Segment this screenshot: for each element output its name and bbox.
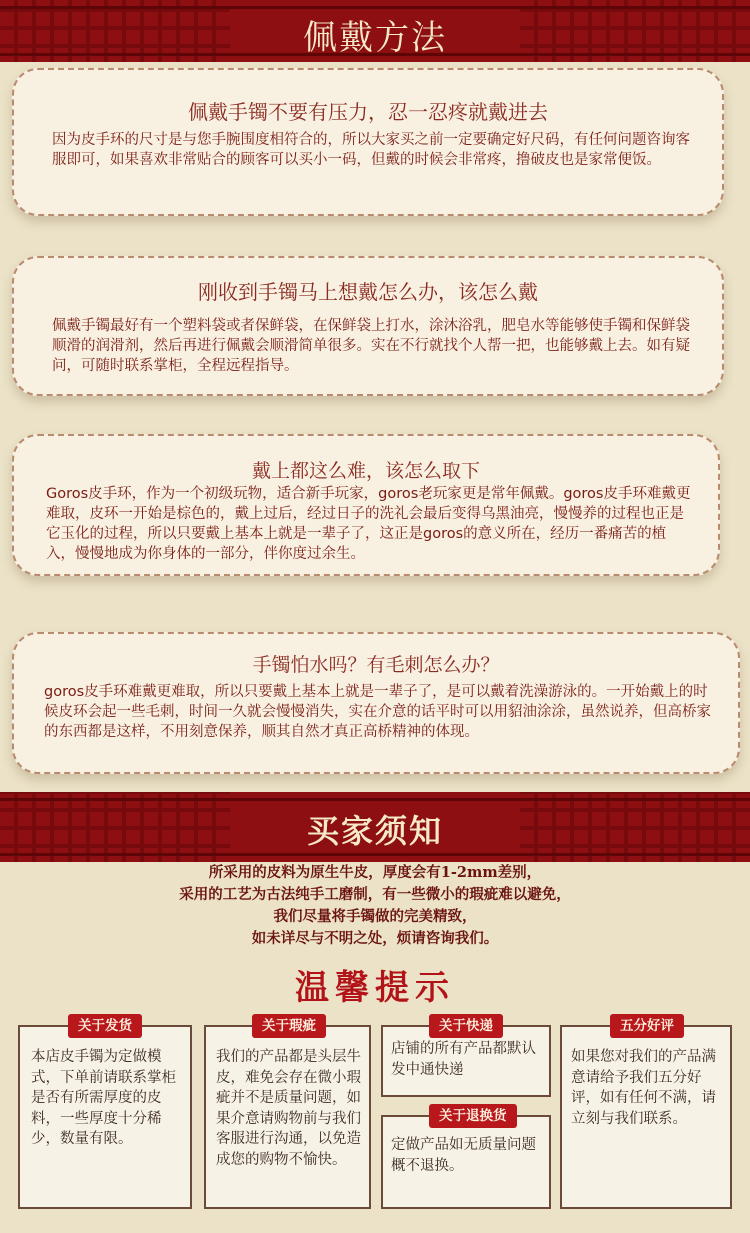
review-box bbox=[560, 1018, 732, 1209]
tip-panel-how-to-remove bbox=[12, 434, 720, 576]
tip-panel-water-burrs bbox=[12, 632, 740, 774]
tip-title: 佩戴手镯不要有压力，忍一忍疼就戴进去 bbox=[188, 100, 548, 124]
tip-title: 手镯怕水吗？有毛刺怎么办？ bbox=[252, 654, 500, 676]
flaws-box bbox=[204, 1018, 371, 1209]
tip-panel-no-pressure bbox=[12, 68, 724, 216]
express-label: 关于快递 bbox=[429, 1014, 503, 1038]
tip-text: goros皮手环难戴更难取，所以只要戴上基本上就是一辈子了，是可以戴着洗澡游泳的。一开始戴上的时候皮环会起一些毛刺，时间一久就会慢慢消失，实在介意的话平时可以用貂油涂涂，虽然说养，但高桥家的东西都是这样，不用刻意保养，顺其自然才真正高桥精神的体现。 bbox=[44, 684, 711, 740]
express-box bbox=[381, 1018, 551, 1097]
shipping-box bbox=[18, 1018, 192, 1209]
returns-label: 关于退换货 bbox=[429, 1104, 517, 1128]
page-title: 佩戴方法 bbox=[303, 18, 447, 58]
notice-line: 如未详尽与不明之处，烦请咨询我们。 bbox=[251, 930, 499, 947]
returns-box bbox=[381, 1108, 551, 1209]
tip-title: 戴上都这么难，该怎么取下 bbox=[251, 460, 480, 482]
shipping-label: 关于发货 bbox=[68, 1014, 142, 1038]
tip-panel-how-to-wear bbox=[12, 256, 724, 396]
notice-line: 采用的工艺为古法纯手工磨制，有一些微小的瑕疵难以避免， bbox=[179, 886, 571, 903]
review-text: 如果您对我们的产品满意请给予我们五分好评，如有任何不满，请立刻与我们联系。 bbox=[571, 1049, 716, 1127]
notice-line: 所采用的皮料为原生牛皮，厚度会有1-2mm差别， bbox=[208, 864, 542, 881]
shipping-text: 本店皮手镯为定做模式，下单前请联系掌柜是否有所需厚度的皮料，一些厚度十分稀少，数量有限。 bbox=[31, 1049, 176, 1147]
notice-line: 我们尽量将手镯做的完美精致， bbox=[273, 908, 477, 925]
warm-tips-title: 温馨提示 bbox=[295, 968, 455, 1008]
buyer-notice-banner bbox=[0, 792, 750, 862]
flaws-label: 关于瑕疵 bbox=[252, 1014, 326, 1038]
tip-title: 刚收到手镯马上想戴怎么办，该怎么戴 bbox=[198, 280, 538, 304]
tip-text: 佩戴手镯最好有一个塑料袋或者保鲜袋，在保鲜袋上打水，涂沐浴乳，肥皂水等能够使手镯和保鲜袋顺滑的润滑剂，然后再进行佩戴会顺滑简单很多。实在不行就找个人帮一把，也能够戴上去。如有疑问，可随时联系掌柜，全程远程指导。 bbox=[52, 318, 690, 374]
flaws-text: 我们的产品都是头层牛皮，难免会存在微小瑕疵并不是质量问题，如果介意请购物前与我们客服进行沟通，以免造成您的购物不愉快。 bbox=[216, 1049, 361, 1168]
banner-border-top bbox=[0, 798, 750, 801]
buyer-notice-title: 买家须知 bbox=[306, 812, 443, 850]
express-text: 店铺的所有产品都默认发中通快递 bbox=[391, 1041, 536, 1078]
banner-border-top bbox=[0, 6, 750, 9]
banner-border-bottom bbox=[0, 853, 750, 856]
tip-text: Goros皮手环，作为一个初级玩物，适合新手玩家，goros老玩家更是常年佩戴。goros皮手环难戴更难取，皮环一开始是棕色的，戴上过后，经过日子的洗礼会最后变得乌黑油亮，慢慢养的过程也正是它玉化的过程，所以只要戴上基本上就是一辈子了，这正是goros的意义所在，经历一番痛苦的植入，慢慢地成为你身体的一部分，伴你度过余生。 bbox=[46, 486, 691, 562]
tip-text: 因为皮手环的尺寸是与您手腕围度相符合的，所以大家买之前一定要确定好尺码，有任何问题咨询客服即可，如果喜欢非常贴合的顾客可以买小一码，但戴的时候会非常疼，撸破皮也是家常便饭。 bbox=[52, 132, 690, 168]
header-banner bbox=[0, 0, 750, 62]
returns-text: 定做产品如无质量问题概不退换。 bbox=[391, 1137, 536, 1174]
review-label: 五分好评 bbox=[610, 1014, 684, 1038]
